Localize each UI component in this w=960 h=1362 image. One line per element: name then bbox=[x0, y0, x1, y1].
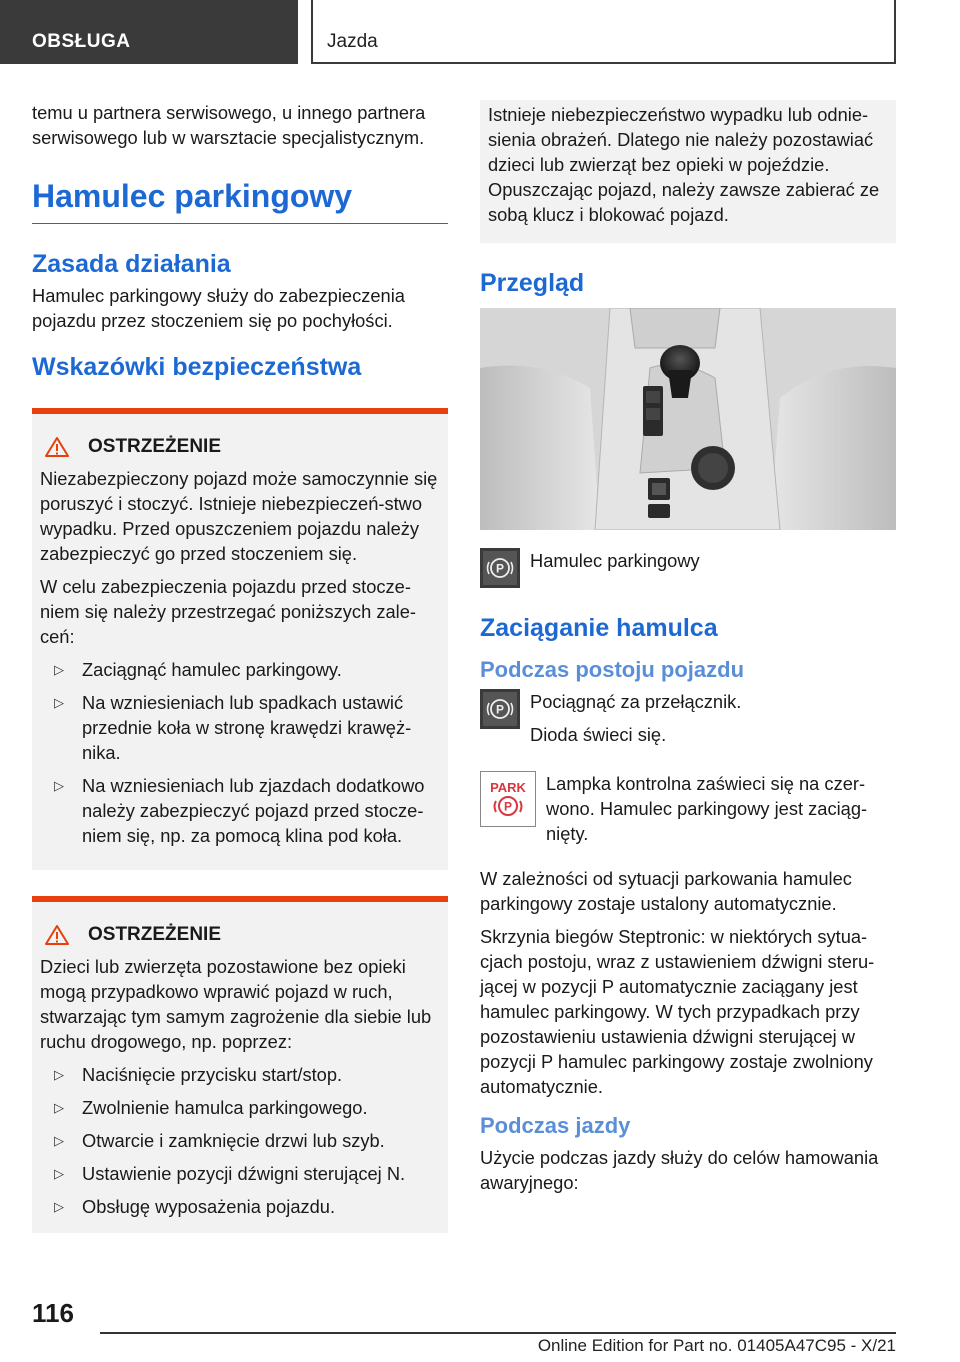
driving-text: Użycie podczas jazdy służy do celów hamowania awaryjnego: bbox=[480, 1147, 879, 1193]
park-indicator-text: Lampka kontrolna zaświeci się na czer-wono. Hamulec parkingowy jest zaciąg-nięty. bbox=[546, 773, 868, 844]
list-item: ▷ Na wzniesieniach lub spadkach ustawić przednie koła w stronę krawędzi krawęż-nika. bbox=[54, 692, 412, 763]
warning-triangle-icon bbox=[44, 924, 70, 946]
standstill-instruction-row bbox=[480, 689, 896, 747]
triangle-bullet-icon: ▷ bbox=[54, 695, 64, 710]
warning-2-paragraph-1: Dzieci lub zwierzęta pozostawione bez opieki mogą przypadkowo wprawić pojazd w ruch, stwarzając tym samym zagrożenie dla siebie lub ruchu drogowego, np. poprzez: bbox=[40, 956, 432, 1052]
list-item: ▷ Obsługę wyposażenia pojazdu. bbox=[54, 1196, 336, 1217]
park-label: PARK bbox=[490, 780, 526, 795]
page-header bbox=[0, 0, 960, 66]
warning-continuation-box bbox=[480, 100, 896, 243]
list-item: ▷ Naciśnięcie przycisku start/stop. bbox=[54, 1064, 343, 1085]
warning-title-2 bbox=[44, 924, 440, 946]
standstill-heading: Podczas postoju pojazdu bbox=[480, 657, 745, 682]
parking-brake-switch-icon bbox=[480, 689, 520, 729]
warning-triangle-icon bbox=[44, 436, 70, 458]
principle-text: Hamulec parkingowy służy do zabezpieczenia pojazdu przez stoczeniem się po pochyłości. bbox=[32, 285, 405, 331]
warning-2-list bbox=[40, 1062, 440, 1219]
warning-title-text-1: OSTRZEŻENIE bbox=[88, 436, 222, 457]
list-item: ▷ Na wzniesieniach lub zjazdach dodatkowo należy zabezpieczyć pojazd przed stocze-niem się, np. za pomocą klina pod koła. bbox=[54, 775, 425, 846]
warning-box-2 bbox=[32, 896, 448, 1233]
warning-1-paragraph-2: W celu zabezpieczenia pojazdu przed stocze-niem się należy przestrzegać poniższych zale-ceń: bbox=[40, 576, 416, 647]
triangle-bullet-icon: ▷ bbox=[54, 662, 64, 677]
chapter-tab: Jazda bbox=[311, 0, 896, 64]
standstill-step-1: Pociągnąć za przełącznik. bbox=[530, 691, 742, 712]
svg-text:P: P bbox=[495, 702, 505, 717]
standstill-step-2: Dioda świeci się. bbox=[530, 724, 667, 745]
warning-continuation-text: Istnieje niebezpieczeństwo wypadku lub odnie-sienia obrażeń. Dlatego nie należy pozostawiać dzieci lub zwierząt bez opieki w pojeździe. Opuszczając pojazd, należy zawsze zabierać ze sobą klucz i blokować pojazd. bbox=[488, 104, 880, 225]
list-item: ▷ Ustawienie pozycji dźwigni sterującej N. bbox=[54, 1163, 406, 1184]
triangle-bullet-icon: ▷ bbox=[54, 1067, 64, 1082]
figure-caption: Hamulec parkingowy bbox=[530, 550, 700, 571]
warning-1-paragraph-1: Niezabezpieczony pojazd może samoczynnie się poruszyć i stoczyć. Istnieje niebezpieczeń-stwo wypadku. Przed opuszczeniem pojazdu należy zabezpieczyć go przed stoczeniem się. bbox=[40, 468, 438, 564]
triangle-bullet-icon: ▷ bbox=[54, 1133, 64, 1148]
main-heading: Hamulec parkingowy bbox=[32, 178, 448, 224]
auto-paragraph-2: Skrzynia biegów Steptronic: w niektórych sytua-cjach postoju, wraz z ustawieniem dźwigni steru-jącej w pozycji P automatycznie zaciągany jest hamulec parkingowy. W tych przypadkach przy pozostawieniu ustawienia dźwigni sterującej w pozycji P hamulec parkingowy zostaje zwolniony automatycznie. bbox=[480, 926, 875, 1097]
auto-paragraph-1: W zależności od sytuacji parkowania hamulec parkingowy zostaje ustalony automatycznie. bbox=[480, 868, 852, 914]
warning-title-1 bbox=[44, 436, 440, 458]
list-item: ▷ Zwolnienie hamulca parkingowego. bbox=[54, 1097, 368, 1118]
warning-box-1 bbox=[32, 408, 448, 870]
svg-text:P: P bbox=[503, 799, 513, 814]
figure-caption-row bbox=[480, 548, 896, 588]
triangle-bullet-icon: ▷ bbox=[54, 778, 64, 793]
triangle-bullet-icon: ▷ bbox=[54, 1166, 64, 1181]
center-console-image bbox=[480, 308, 896, 530]
park-indicator-row bbox=[480, 771, 896, 846]
triangle-bullet-icon: ▷ bbox=[54, 1100, 64, 1115]
section-tab: OBSŁUGA bbox=[0, 0, 298, 64]
edition-text: Online Edition for Part no. 01405A47C95 - X/21 bbox=[537, 1336, 896, 1355]
driving-heading: Podczas jazdy bbox=[480, 1113, 631, 1138]
safety-heading: Wskazówki bezpieczeństwa bbox=[32, 353, 362, 381]
intro-text: temu u partnera serwisowego, u innego partnera serwisowego lub w warsztacie specjalistycznym. bbox=[32, 102, 426, 148]
list-item: ▷ Zaciągnąć hamulec parkingowy. bbox=[54, 659, 342, 680]
list-item: ▷ Otwarcie i zamknięcie drzwi lub szyb. bbox=[54, 1130, 385, 1151]
parking-brake-switch-icon bbox=[480, 548, 520, 588]
warning-1-list bbox=[40, 657, 440, 848]
footer-divider bbox=[100, 1332, 896, 1334]
park-indicator-icon bbox=[480, 771, 536, 827]
warning-title-text-2: OSTRZEŻENIE bbox=[88, 924, 222, 945]
triangle-bullet-icon: ▷ bbox=[54, 1199, 64, 1214]
overview-heading: Przegląd bbox=[480, 269, 585, 297]
svg-text:P: P bbox=[495, 561, 505, 576]
page-number: 116 bbox=[32, 1298, 74, 1328]
right-column bbox=[480, 100, 896, 1203]
center-console-figure bbox=[480, 308, 896, 530]
apply-heading: Zaciąganie hamulca bbox=[480, 614, 718, 642]
principle-heading: Zasada działania bbox=[32, 250, 231, 278]
left-column bbox=[32, 100, 448, 1233]
